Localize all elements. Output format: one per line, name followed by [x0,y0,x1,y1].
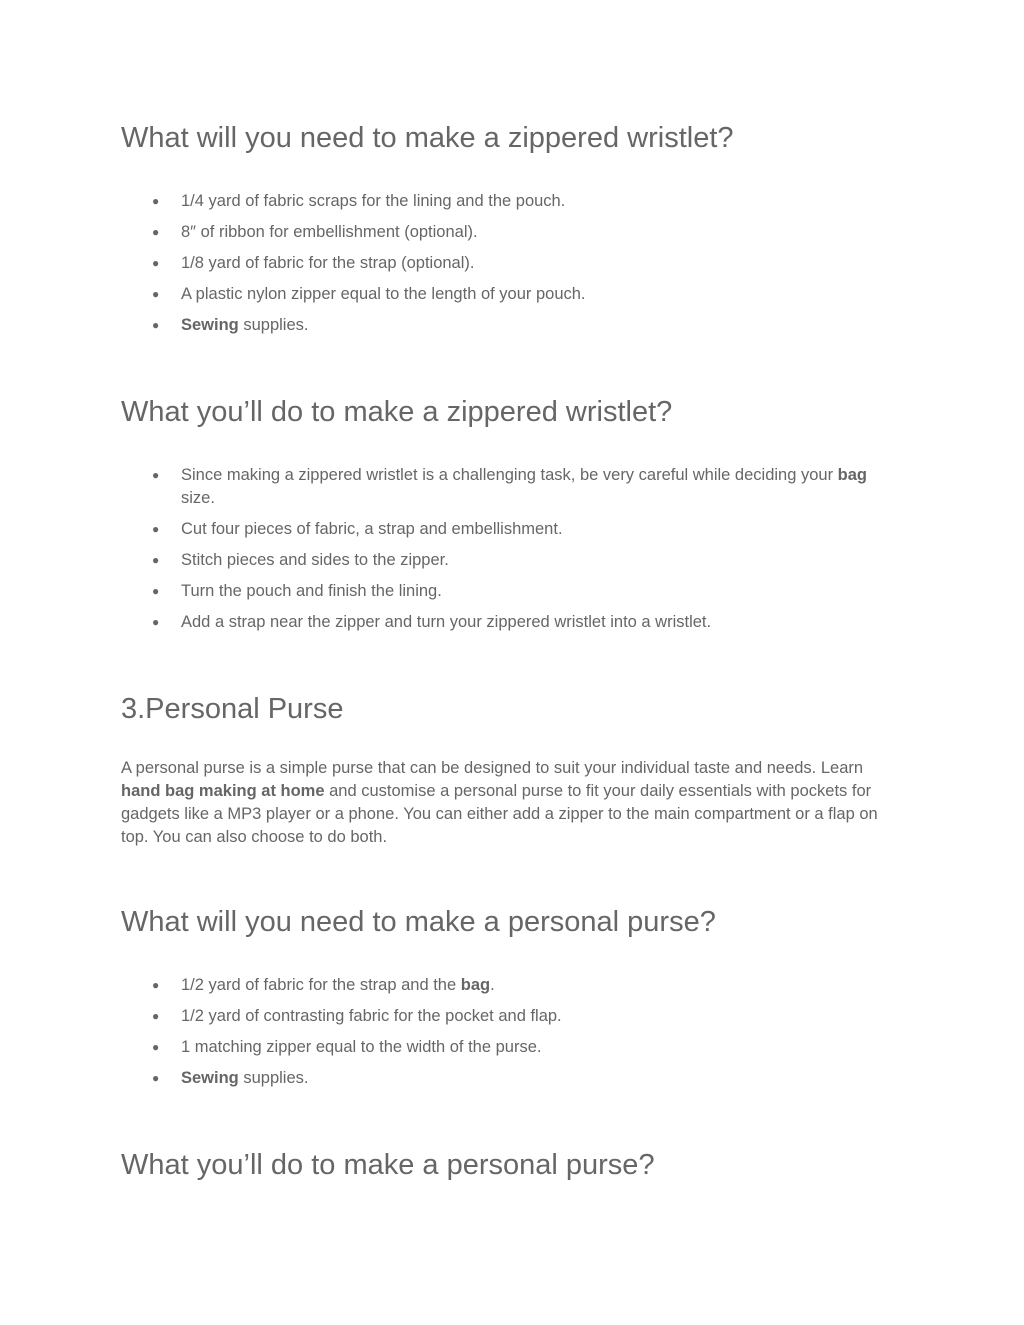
steps-list [121,464,891,642]
bullet-icon: ● [152,1040,160,1054]
list-item: ● A plastic nylon zipper equal to the length of your pouch. [121,283,891,306]
materials-list [121,974,891,1098]
bullet-icon: ● [152,318,160,332]
list-item: ● Since making a zippered wristlet is a challenging task, be very careful while deciding your bag size. [152,466,868,507]
list-item: ● 1/4 yard of fabric scraps for the lining and the pouch. [121,190,891,213]
bullet-icon: ● [152,1009,160,1023]
bullet-icon: ● [152,468,160,482]
bullet-icon: ● [152,287,160,301]
bullet-icon: ● [152,978,160,992]
list-item: ● Sewing supplies. [121,314,891,337]
list-item: ● 1/2 yard of contrasting fabric for the pocket and flap. [121,1005,891,1028]
list-item: ● Cut four pieces of fabric, a strap and embellishment. [121,518,891,541]
bullet-icon: ● [152,256,160,270]
bullet-icon: ● [152,194,160,208]
bullet-icon: ● [152,522,160,536]
bullet-icon: ● [152,1071,160,1085]
section-heading: What will you need to make a zippered wristlet? [121,122,734,154]
materials-list [121,190,891,345]
list-item: ● Turn the pouch and finish the lining. [121,580,891,603]
list-item: ● 1/2 yard of fabric for the strap and the bag. [121,974,891,997]
section-heading: What will you need to make a personal purse? [121,906,716,938]
list-item: ● Sewing supplies. [121,1067,891,1090]
section-heading: What you’ll do to make a personal purse? [121,1149,655,1181]
list-item: ● Add a strap near the zipper and turn your zippered wristlet into a wristlet. [121,611,891,634]
list-item: ● 1/8 yard of fabric for the strap (optional). [121,252,891,275]
bullet-icon: ● [152,584,160,598]
bullet-icon: ● [152,615,160,629]
bullet-icon: ● [152,553,160,567]
body-paragraph: A personal purse is a simple purse that can be designed to suit your individual taste and needs. Learn hand bag making at home and customise a personal purse to fit your daily essentials with pockets for gadgets like a MP3 player or a phone. You can either add a zipper to the main compartment or a flap on top. You can also choose to do both. [121,759,878,846]
section-heading: 3.Personal Purse [121,693,344,725]
list-item: ● 8″ of ribbon for embellishment (optional). [121,221,891,244]
bullet-icon: ● [152,225,160,239]
list-item: ● Stitch pieces and sides to the zipper. [121,549,891,572]
section-heading: What you’ll do to make a zippered wristlet? [121,396,673,428]
list-item: ● 1 matching zipper equal to the width of the purse. [121,1036,891,1059]
